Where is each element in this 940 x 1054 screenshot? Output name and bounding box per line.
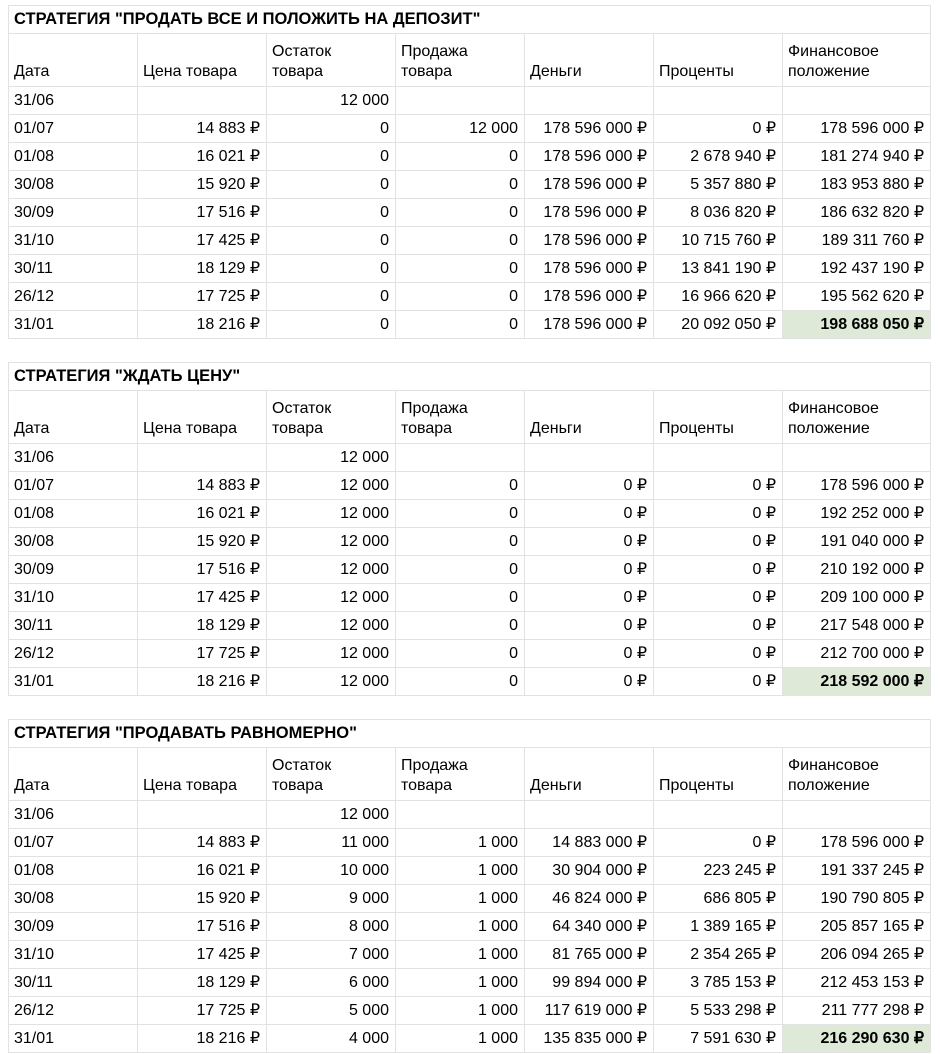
value-cell[interactable]: 81 765 000 ₽ xyxy=(525,941,654,969)
header-line-2: Цена товара xyxy=(143,63,237,80)
date-cell[interactable]: 30/11 xyxy=(9,969,138,997)
value-cell[interactable] xyxy=(525,444,654,472)
value-cell[interactable]: 0 ₽ xyxy=(654,500,783,528)
value-cell[interactable]: 17 425 ₽ xyxy=(138,941,267,969)
value-cell[interactable]: 223 245 ₽ xyxy=(654,857,783,885)
value-cell[interactable]: 2 354 265 ₽ xyxy=(654,941,783,969)
header-line-2: товара xyxy=(272,420,324,437)
value-cell[interactable]: 0 ₽ xyxy=(654,640,783,668)
value-cell[interactable]: 7 000 xyxy=(267,941,396,969)
best-result-cell[interactable]: 198 688 050 ₽ xyxy=(783,311,931,339)
value-cell[interactable]: 1 000 xyxy=(396,829,525,857)
value-cell[interactable]: 18 216 ₽ xyxy=(138,668,267,696)
column-header[interactable] xyxy=(654,391,783,444)
value-cell[interactable]: 1 000 xyxy=(396,997,525,1025)
value-cell[interactable]: 135 835 000 ₽ xyxy=(525,1025,654,1053)
value-cell[interactable]: 205 857 165 ₽ xyxy=(783,913,931,941)
value-cell[interactable]: 0 ₽ xyxy=(525,584,654,612)
value-cell[interactable]: 178 596 000 ₽ xyxy=(783,829,931,857)
table-row xyxy=(9,115,931,143)
header-line-2: Проценты xyxy=(659,777,734,794)
header-line-2: положение xyxy=(788,63,870,80)
value-cell[interactable]: 0 ₽ xyxy=(525,472,654,500)
value-cell[interactable]: 1 000 xyxy=(396,857,525,885)
value-cell[interactable]: 12 000 xyxy=(267,528,396,556)
table-row xyxy=(9,227,931,255)
value-cell[interactable]: 18 129 ₽ xyxy=(138,969,267,997)
header-line-2: Дата xyxy=(14,63,50,80)
header-line-2: Дата xyxy=(14,420,50,437)
column-header[interactable] xyxy=(654,34,783,87)
value-cell[interactable]: 0 xyxy=(396,283,525,311)
date-cell[interactable]: 31/10 xyxy=(9,227,138,255)
strategy-wait-table xyxy=(8,362,930,696)
value-cell[interactable]: 0 xyxy=(396,612,525,640)
value-cell[interactable]: 8 000 xyxy=(267,913,396,941)
value-cell[interactable]: 178 596 000 ₽ xyxy=(525,199,654,227)
value-cell[interactable]: 178 596 000 ₽ xyxy=(525,115,654,143)
value-cell[interactable]: 0 ₽ xyxy=(654,584,783,612)
header-line-1: Продажа xyxy=(401,757,468,774)
value-cell[interactable]: 20 092 050 ₽ xyxy=(654,311,783,339)
value-cell[interactable]: 1 000 xyxy=(396,913,525,941)
value-cell[interactable]: 14 883 ₽ xyxy=(138,115,267,143)
value-cell[interactable]: 0 xyxy=(396,227,525,255)
header-line-1: Остаток xyxy=(272,43,332,60)
value-cell[interactable]: 18 216 ₽ xyxy=(138,1025,267,1053)
value-cell[interactable] xyxy=(396,444,525,472)
value-cell[interactable] xyxy=(525,801,654,829)
value-cell[interactable]: 0 ₽ xyxy=(525,640,654,668)
title-row xyxy=(9,6,931,34)
value-cell[interactable]: 17 516 ₽ xyxy=(138,913,267,941)
value-cell[interactable]: 0 xyxy=(396,255,525,283)
value-cell[interactable]: 18 129 ₽ xyxy=(138,612,267,640)
value-cell[interactable]: 0 ₽ xyxy=(654,668,783,696)
best-result-cell[interactable]: 216 290 630 ₽ xyxy=(783,1025,931,1053)
value-cell[interactable]: 178 596 000 ₽ xyxy=(525,311,654,339)
value-cell[interactable]: 178 596 000 ₽ xyxy=(783,115,931,143)
value-cell[interactable]: 1 389 165 ₽ xyxy=(654,913,783,941)
date-cell[interactable]: 30/08 xyxy=(9,885,138,913)
column-header[interactable] xyxy=(396,34,525,87)
header-line-2: Цена товара xyxy=(143,420,237,437)
value-cell[interactable]: 18 216 ₽ xyxy=(138,311,267,339)
header-line-2: Проценты xyxy=(659,420,734,437)
header-line-2: положение xyxy=(788,777,870,794)
date-cell[interactable]: 30/11 xyxy=(9,612,138,640)
value-cell[interactable]: 5 000 xyxy=(267,997,396,1025)
header-line-1: Продажа xyxy=(401,400,468,417)
column-header[interactable] xyxy=(9,391,138,444)
value-cell[interactable]: 14 883 ₽ xyxy=(138,829,267,857)
value-cell[interactable] xyxy=(138,444,267,472)
value-cell[interactable]: 0 xyxy=(396,640,525,668)
value-cell[interactable]: 12 000 xyxy=(396,115,525,143)
header-line-2: товара xyxy=(401,63,453,80)
value-cell[interactable]: 0 ₽ xyxy=(654,472,783,500)
value-cell[interactable]: 0 ₽ xyxy=(525,612,654,640)
value-cell[interactable]: 30 904 000 ₽ xyxy=(525,857,654,885)
column-header[interactable] xyxy=(783,748,931,801)
value-cell[interactable]: 206 094 265 ₽ xyxy=(783,941,931,969)
value-cell[interactable]: 17 516 ₽ xyxy=(138,199,267,227)
value-cell[interactable]: 0 ₽ xyxy=(654,115,783,143)
value-cell[interactable] xyxy=(654,801,783,829)
value-cell[interactable]: 0 xyxy=(396,668,525,696)
value-cell[interactable]: 15 920 ₽ xyxy=(138,885,267,913)
value-cell[interactable] xyxy=(783,801,931,829)
value-cell[interactable]: 210 192 000 ₽ xyxy=(783,556,931,584)
header-line-1: Финансовое xyxy=(788,400,879,417)
value-cell[interactable] xyxy=(783,444,931,472)
table-row xyxy=(9,612,931,640)
value-cell[interactable]: 12 000 xyxy=(267,556,396,584)
value-cell[interactable]: 14 883 ₽ xyxy=(138,472,267,500)
value-cell[interactable]: 8 036 820 ₽ xyxy=(654,199,783,227)
header-line-1: Остаток xyxy=(272,400,332,417)
value-cell[interactable]: 0 xyxy=(267,171,396,199)
value-cell[interactable]: 686 805 ₽ xyxy=(654,885,783,913)
table-row xyxy=(9,885,931,913)
value-cell[interactable]: 0 xyxy=(396,528,525,556)
value-cell[interactable]: 190 790 805 ₽ xyxy=(783,885,931,913)
date-cell[interactable]: 31/01 xyxy=(9,1025,138,1053)
date-cell[interactable]: 31/06 xyxy=(9,801,138,829)
table-row xyxy=(9,584,931,612)
header-row xyxy=(9,391,931,444)
strategy-title[interactable]: СТРАТЕГИЯ "ЖДАТЬ ЦЕНУ" xyxy=(9,363,931,391)
date-cell[interactable]: 31/01 xyxy=(9,668,138,696)
table-row xyxy=(9,500,931,528)
value-cell[interactable]: 9 000 xyxy=(267,885,396,913)
value-cell[interactable]: 0 xyxy=(267,283,396,311)
table-row xyxy=(9,913,931,941)
column-header[interactable] xyxy=(783,34,931,87)
spreadsheet-table xyxy=(8,5,931,339)
column-header[interactable] xyxy=(267,391,396,444)
spreadsheet-table xyxy=(8,362,931,696)
value-cell[interactable]: 16 021 ₽ xyxy=(138,143,267,171)
value-cell[interactable]: 17 725 ₽ xyxy=(138,997,267,1025)
spreadsheet-table xyxy=(8,719,931,1053)
date-cell[interactable]: 30/08 xyxy=(9,528,138,556)
value-cell[interactable] xyxy=(783,87,931,115)
header-line-1: Продажа xyxy=(401,43,468,60)
table-row xyxy=(9,444,931,472)
header-row xyxy=(9,748,931,801)
value-cell[interactable] xyxy=(138,87,267,115)
table-row xyxy=(9,171,931,199)
table-row xyxy=(9,311,931,339)
column-header[interactable] xyxy=(525,34,654,87)
table-row xyxy=(9,528,931,556)
value-cell[interactable]: 12 000 xyxy=(267,640,396,668)
header-line-1: Финансовое xyxy=(788,43,879,60)
value-cell[interactable]: 0 xyxy=(267,311,396,339)
value-cell[interactable]: 195 562 620 ₽ xyxy=(783,283,931,311)
table-row xyxy=(9,640,931,668)
value-cell[interactable]: 16 021 ₽ xyxy=(138,500,267,528)
value-cell[interactable]: 178 596 000 ₽ xyxy=(525,227,654,255)
value-cell[interactable] xyxy=(396,87,525,115)
table-row xyxy=(9,556,931,584)
value-cell[interactable]: 117 619 000 ₽ xyxy=(525,997,654,1025)
value-cell[interactable]: 14 883 000 ₽ xyxy=(525,829,654,857)
value-cell[interactable]: 189 311 760 ₽ xyxy=(783,227,931,255)
value-cell[interactable]: 46 824 000 ₽ xyxy=(525,885,654,913)
title-row xyxy=(9,363,931,391)
value-cell[interactable]: 209 100 000 ₽ xyxy=(783,584,931,612)
header-line-1: Финансовое xyxy=(788,757,879,774)
value-cell[interactable]: 0 xyxy=(396,584,525,612)
table-row xyxy=(9,283,931,311)
value-cell[interactable]: 0 xyxy=(267,255,396,283)
table-row xyxy=(9,668,931,696)
column-header[interactable] xyxy=(138,748,267,801)
value-cell[interactable]: 12 000 xyxy=(267,668,396,696)
value-cell[interactable]: 15 920 ₽ xyxy=(138,528,267,556)
value-cell[interactable]: 212 453 153 ₽ xyxy=(783,969,931,997)
header-line-2: положение xyxy=(788,420,870,437)
value-cell[interactable]: 178 596 000 ₽ xyxy=(525,143,654,171)
best-result-cell[interactable]: 218 592 000 ₽ xyxy=(783,668,931,696)
date-cell[interactable]: 01/08 xyxy=(9,500,138,528)
date-cell[interactable]: 30/09 xyxy=(9,199,138,227)
value-cell[interactable]: 12 000 xyxy=(267,584,396,612)
value-cell[interactable]: 183 953 880 ₽ xyxy=(783,171,931,199)
strategy-uniform-table xyxy=(8,719,930,1053)
header-line-2: Цена товара xyxy=(143,777,237,794)
date-cell[interactable]: 31/10 xyxy=(9,584,138,612)
column-header[interactable] xyxy=(267,34,396,87)
value-cell[interactable]: 0 xyxy=(267,143,396,171)
header-line-2: Деньги xyxy=(530,777,582,794)
column-header[interactable] xyxy=(396,391,525,444)
date-cell[interactable]: 30/09 xyxy=(9,913,138,941)
value-cell[interactable]: 16 021 ₽ xyxy=(138,857,267,885)
value-cell[interactable]: 16 966 620 ₽ xyxy=(654,283,783,311)
date-cell[interactable]: 30/08 xyxy=(9,171,138,199)
value-cell[interactable]: 0 ₽ xyxy=(654,556,783,584)
value-cell[interactable]: 0 xyxy=(396,556,525,584)
value-cell[interactable]: 186 632 820 ₽ xyxy=(783,199,931,227)
date-cell[interactable]: 01/08 xyxy=(9,143,138,171)
value-cell[interactable]: 10 000 xyxy=(267,857,396,885)
value-cell[interactable] xyxy=(525,87,654,115)
value-cell[interactable]: 0 xyxy=(396,171,525,199)
value-cell[interactable]: 181 274 940 ₽ xyxy=(783,143,931,171)
value-cell[interactable] xyxy=(654,87,783,115)
header-line-2: товара xyxy=(272,777,324,794)
value-cell[interactable]: 217 548 000 ₽ xyxy=(783,612,931,640)
value-cell[interactable]: 3 785 153 ₽ xyxy=(654,969,783,997)
date-cell[interactable]: 26/12 xyxy=(9,283,138,311)
value-cell[interactable] xyxy=(396,801,525,829)
title-row xyxy=(9,720,931,748)
header-line-2: товара xyxy=(401,777,453,794)
date-cell[interactable]: 26/12 xyxy=(9,640,138,668)
column-header[interactable] xyxy=(138,34,267,87)
value-cell[interactable]: 0 ₽ xyxy=(525,528,654,556)
value-cell[interactable]: 10 715 760 ₽ xyxy=(654,227,783,255)
value-cell[interactable]: 17 425 ₽ xyxy=(138,584,267,612)
value-cell[interactable]: 5 533 298 ₽ xyxy=(654,997,783,1025)
date-cell[interactable]: 31/06 xyxy=(9,87,138,115)
date-cell[interactable]: 01/07 xyxy=(9,115,138,143)
column-header[interactable] xyxy=(783,391,931,444)
table-row xyxy=(9,87,931,115)
header-line-2: Проценты xyxy=(659,63,734,80)
table-row xyxy=(9,829,931,857)
value-cell[interactable]: 4 000 xyxy=(267,1025,396,1053)
date-cell[interactable]: 01/07 xyxy=(9,829,138,857)
header-line-2: товара xyxy=(272,63,324,80)
value-cell[interactable]: 11 000 xyxy=(267,829,396,857)
value-cell[interactable]: 178 596 000 ₽ xyxy=(525,255,654,283)
header-line-2: Деньги xyxy=(530,420,582,437)
value-cell[interactable]: 15 920 ₽ xyxy=(138,171,267,199)
column-header[interactable] xyxy=(9,34,138,87)
column-header[interactable] xyxy=(654,748,783,801)
date-cell[interactable]: 01/08 xyxy=(9,857,138,885)
value-cell[interactable]: 192 252 000 ₽ xyxy=(783,500,931,528)
value-cell[interactable]: 5 357 880 ₽ xyxy=(654,171,783,199)
header-row xyxy=(9,34,931,87)
date-cell[interactable]: 26/12 xyxy=(9,997,138,1025)
value-cell[interactable]: 1 000 xyxy=(396,885,525,913)
value-cell[interactable]: 1 000 xyxy=(396,969,525,997)
header-line-1: Остаток xyxy=(272,757,332,774)
value-cell[interactable]: 13 841 190 ₽ xyxy=(654,255,783,283)
value-cell[interactable]: 99 894 000 ₽ xyxy=(525,969,654,997)
value-cell[interactable]: 0 xyxy=(267,115,396,143)
table-row xyxy=(9,143,931,171)
strategy-title[interactable]: СТРАТЕГИЯ "ПРОДАВАТЬ РАВНОМЕРНО" xyxy=(9,720,931,748)
value-cell[interactable]: 0 ₽ xyxy=(525,500,654,528)
value-cell[interactable]: 0 ₽ xyxy=(654,528,783,556)
column-header[interactable] xyxy=(267,748,396,801)
value-cell[interactable]: 0 ₽ xyxy=(525,668,654,696)
column-header[interactable] xyxy=(525,748,654,801)
value-cell[interactable]: 0 xyxy=(267,227,396,255)
date-cell[interactable]: 31/10 xyxy=(9,941,138,969)
value-cell[interactable]: 17 516 ₽ xyxy=(138,556,267,584)
value-cell[interactable] xyxy=(138,801,267,829)
value-cell[interactable]: 17 725 ₽ xyxy=(138,283,267,311)
value-cell[interactable]: 211 777 298 ₽ xyxy=(783,997,931,1025)
value-cell[interactable]: 0 ₽ xyxy=(654,612,783,640)
value-cell[interactable]: 12 000 xyxy=(267,612,396,640)
table-row xyxy=(9,941,931,969)
value-cell[interactable]: 0 ₽ xyxy=(654,829,783,857)
header-line-2: Деньги xyxy=(530,63,582,80)
column-header[interactable] xyxy=(396,748,525,801)
value-cell[interactable]: 0 xyxy=(267,199,396,227)
value-cell[interactable]: 178 596 000 ₽ xyxy=(783,472,931,500)
value-cell[interactable]: 0 ₽ xyxy=(525,556,654,584)
table-row xyxy=(9,801,931,829)
value-cell[interactable]: 0 xyxy=(396,143,525,171)
value-cell[interactable]: 17 425 ₽ xyxy=(138,227,267,255)
value-cell[interactable]: 12 000 xyxy=(267,472,396,500)
date-cell[interactable]: 30/11 xyxy=(9,255,138,283)
value-cell[interactable]: 1 000 xyxy=(396,1025,525,1053)
date-cell[interactable]: 30/09 xyxy=(9,556,138,584)
value-cell[interactable]: 17 725 ₽ xyxy=(138,640,267,668)
table-row xyxy=(9,199,931,227)
value-cell[interactable]: 178 596 000 ₽ xyxy=(525,171,654,199)
table-row xyxy=(9,255,931,283)
date-cell[interactable]: 31/01 xyxy=(9,311,138,339)
value-cell[interactable]: 178 596 000 ₽ xyxy=(525,283,654,311)
table-row xyxy=(9,857,931,885)
value-cell[interactable]: 191 337 245 ₽ xyxy=(783,857,931,885)
value-cell[interactable]: 12 000 xyxy=(267,801,396,829)
value-cell[interactable]: 12 000 xyxy=(267,87,396,115)
value-cell[interactable]: 191 040 000 ₽ xyxy=(783,528,931,556)
header-line-2: товара xyxy=(401,420,453,437)
value-cell[interactable]: 192 437 190 ₽ xyxy=(783,255,931,283)
value-cell[interactable]: 0 xyxy=(396,472,525,500)
value-cell[interactable] xyxy=(654,444,783,472)
value-cell[interactable]: 212 700 000 ₽ xyxy=(783,640,931,668)
table-row xyxy=(9,472,931,500)
value-cell[interactable]: 7 591 630 ₽ xyxy=(654,1025,783,1053)
value-cell[interactable]: 0 xyxy=(396,500,525,528)
header-line-2: Дата xyxy=(14,777,50,794)
value-cell[interactable]: 0 xyxy=(396,199,525,227)
date-cell[interactable]: 31/06 xyxy=(9,444,138,472)
value-cell[interactable]: 12 000 xyxy=(267,500,396,528)
value-cell[interactable]: 0 xyxy=(396,311,525,339)
value-cell[interactable]: 12 000 xyxy=(267,444,396,472)
value-cell[interactable]: 2 678 940 ₽ xyxy=(654,143,783,171)
strategy-title[interactable]: СТРАТЕГИЯ "ПРОДАТЬ ВСЕ И ПОЛОЖИТЬ НА ДЕПОЗИТ" xyxy=(9,6,931,34)
value-cell[interactable]: 6 000 xyxy=(267,969,396,997)
date-cell[interactable]: 01/07 xyxy=(9,472,138,500)
column-header[interactable] xyxy=(9,748,138,801)
table-row xyxy=(9,1025,931,1053)
value-cell[interactable]: 1 000 xyxy=(396,941,525,969)
value-cell[interactable]: 64 340 000 ₽ xyxy=(525,913,654,941)
table-row xyxy=(9,969,931,997)
column-header[interactable] xyxy=(525,391,654,444)
strategy-deposit-table xyxy=(8,5,930,339)
value-cell[interactable]: 18 129 ₽ xyxy=(138,255,267,283)
column-header[interactable] xyxy=(138,391,267,444)
table-row xyxy=(9,997,931,1025)
